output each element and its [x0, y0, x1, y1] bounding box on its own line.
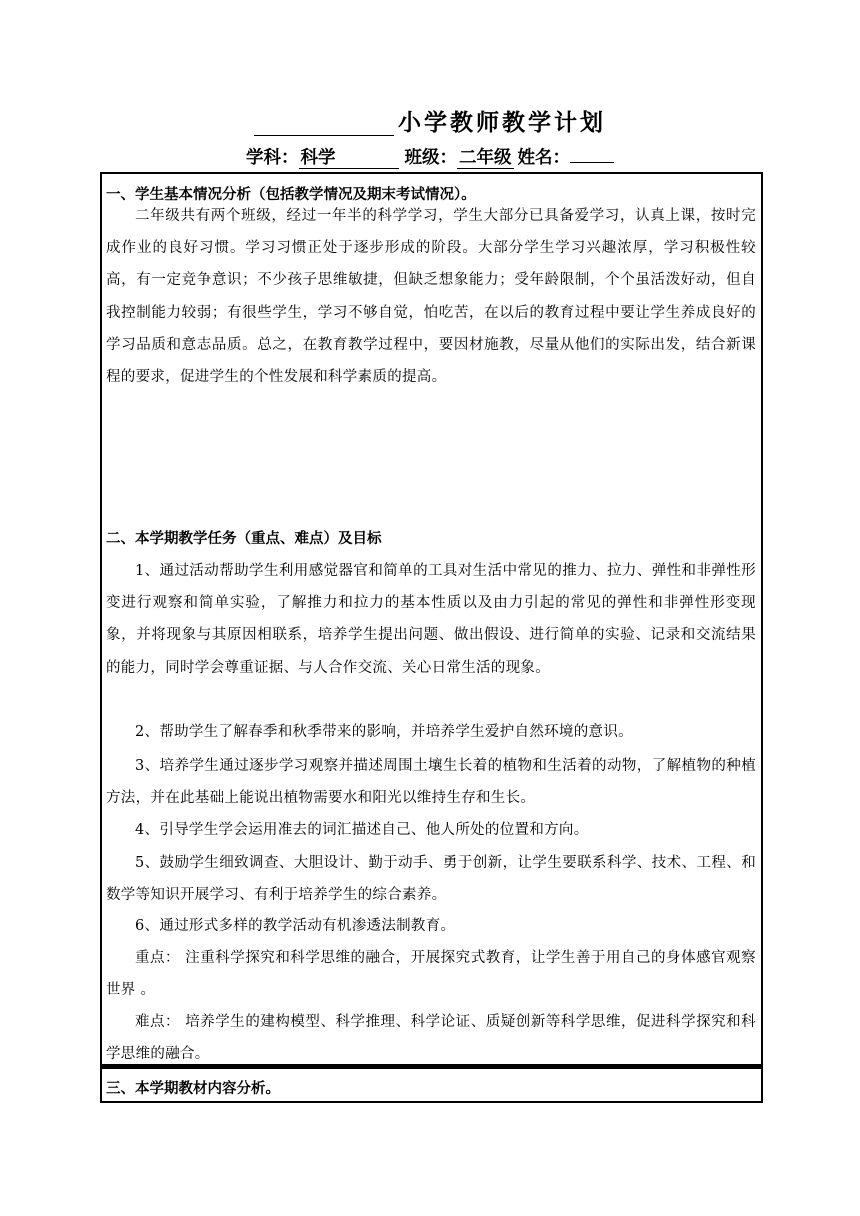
- section2-heading: 二、本学期教学任务（重点、难点）及目标: [106, 531, 382, 547]
- title-blank-line: [254, 109, 394, 136]
- subject-label: 学科：: [246, 148, 299, 168]
- goal-item-4: 4、引导学生学会运用准去的词汇描述自己、他人所处的位置和方向。: [135, 822, 589, 838]
- goal-item-1: 1、通过活动帮助学生利用感觉器官和简单的工具对生活中常见的推力、拉力、弹性和非弹性形变进行观察和简单实验，了解推力和拉力的基本性质以及由力引起的常见的弹性和非弹性形变现象，并将现象与其原因相联系，培养学生提出问题、做出假设、进行简单的实验、记录和交流结果的能力，同时学会尊重证据、与人合作交流、关心日常生活的现象。: [106, 563, 756, 676]
- name-value: [570, 162, 614, 163]
- difficulties: 难点： 培养学生的建构模型、科学推理、科学论证、质疑创新等科学思维，促进科学探究和科学思维的融合。: [106, 1014, 756, 1063]
- plan-table-section3: [100, 1066, 763, 1103]
- goal-item-2: 2、帮助学生了解春季和秋季带来的影响，并培养学生爱护自然环境的意识。: [135, 724, 633, 740]
- subject-value: 科学: [299, 148, 399, 169]
- key-points: 重点： 注重科学探究和科学思维的融合，开展探究式教育，让学生善于用自己的身体感官观察世界 。: [106, 950, 756, 999]
- class-value: 二年级: [459, 148, 512, 168]
- goal-item-3: 3、培养学生通过逐步学习观察并描述周围土壤生长着的植物和生活着的动物，了解植物的种植方法，并在此基础上能说出植物需要水和阳光以维持生存和生长。: [106, 758, 756, 807]
- info-line: [0, 144, 860, 172]
- document-title-text: 小学教师教学计划: [398, 110, 606, 136]
- document-title: [0, 103, 860, 143]
- section1-body: 二年级共有两个班级，经过一年半的科学学习，学生大部分已具备爱学习，认真上课，按时完成作业的良好习惯。学习习惯正处于逐步形成的阶段。大部分学生学习兴趣浓厚，学习积极性较高，有一定竞争意识；不少孩子思维敏捷，但缺乏想象能力；受年龄限制，个个虽活泼好动，但自我控制能力较弱；有很些学生，学习不够自觉，怕吃苦，在以后的教育过程中要让学生养成良好的学习品质和意志品质。总之，在教育教学过程中，要因材施教，尽量从他们的实际出发，结合新课程的要求，促进学生的个性发展和科学素质的提高。: [106, 208, 756, 386]
- section3-heading: 三、本学期教材内容分析。: [106, 1081, 280, 1097]
- class-label: 班级：: [404, 148, 457, 168]
- section1-heading: 一、学生基本情况分析（包括教学情况及期末考试情况）。: [106, 187, 476, 203]
- name-label: 姓名：: [517, 148, 570, 168]
- plan-table-main: [100, 172, 763, 1066]
- goal-item-5: 5、鼓励学生细致调查、大胆设计、勤于动手、勇于创新，让学生要联系科学、技术、工程、和数学等知识开展学习、有利于培养学生的综合素养。: [106, 855, 756, 904]
- goal-item-6: 6、通过形式多样的教学活动有机渗透法制教育。: [135, 918, 456, 934]
